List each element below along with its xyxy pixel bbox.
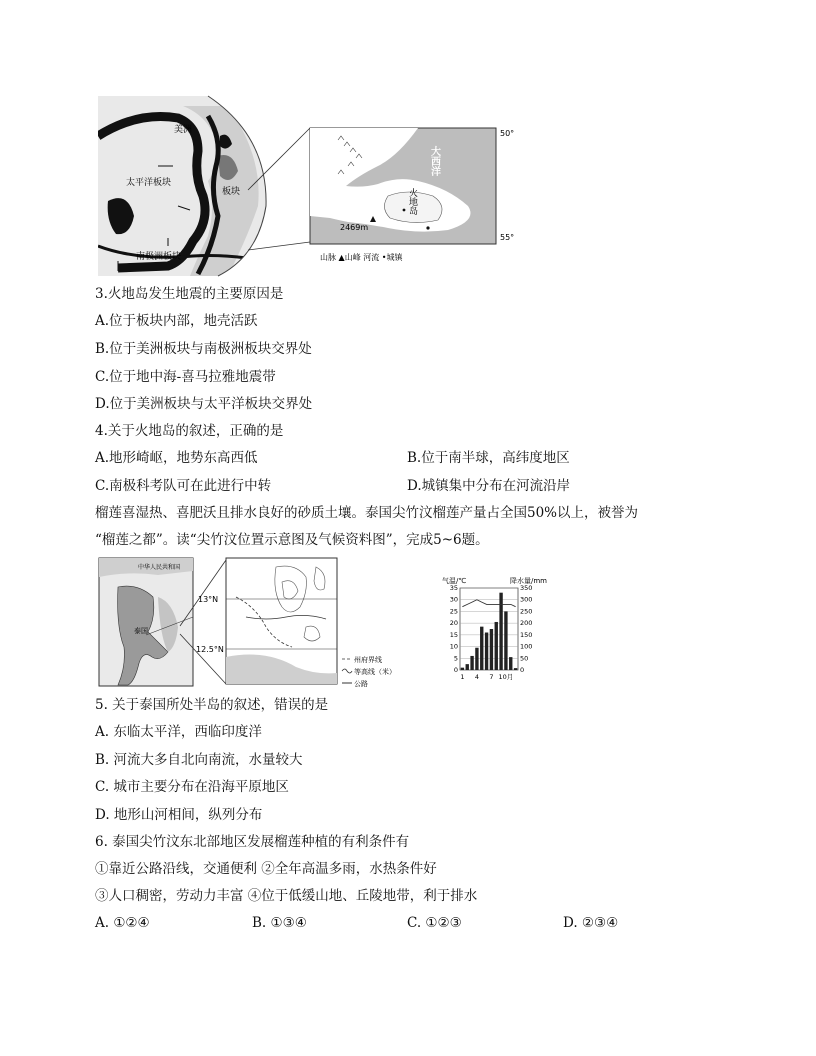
q5-option-c: C. 城市主要分布在沿海平原地区 xyxy=(95,779,289,795)
label-13n: 13°N xyxy=(198,595,219,604)
chart-left-tick: 15 xyxy=(449,630,458,639)
label-america: 美洲 xyxy=(174,125,193,135)
q3-option-d: D.位于美洲板块与太平洋板块交界处 xyxy=(95,396,313,412)
q6-statements-2: ③人口稠密，劳动力丰富 ④位于低缓山地、丘陵地带，利于排水 xyxy=(95,888,478,904)
precip-bar xyxy=(480,627,483,670)
chart-right-tick: 0 xyxy=(520,666,525,674)
q5-option-a: A. 东临太平洋，西临印度洋 xyxy=(95,724,262,740)
label-thailand: 泰国 xyxy=(134,627,148,635)
chart-x-tick: 1 xyxy=(460,673,465,681)
chart-right-tick: 200 xyxy=(520,619,533,628)
chart-left-tick: 20 xyxy=(449,619,458,628)
precip-bar xyxy=(490,629,493,670)
passage-line-1: 榴莲喜湿热、喜肥沃且排水良好的砂质土壤。泰国尖竹汶榴莲产量占全国50%以上，被誉为 xyxy=(95,505,639,521)
q6-option-d: D. ②③④ xyxy=(563,915,619,931)
label-china: 中华人民共和国 xyxy=(138,564,181,571)
label-atlantic-ocean: 大西洋 xyxy=(428,146,440,176)
q4-option-c: C.南极科考队可在此进行中转 xyxy=(95,478,272,494)
precip-bar xyxy=(475,648,478,670)
legend-boundary: 州府界线 xyxy=(354,656,382,664)
legend-contour: 等高线（米） xyxy=(354,668,396,676)
precip-bar xyxy=(504,611,507,670)
chart-right-tick: 250 xyxy=(520,607,533,616)
q5-option-b: B. 河流大多自北向南流，水量较大 xyxy=(95,752,303,768)
chart-x-tick: 10月 xyxy=(498,673,514,681)
chart-left-tick: 10 xyxy=(449,642,458,651)
chart-right-tick: 300 xyxy=(520,595,533,604)
q6-option-a: A. ①②④ xyxy=(95,915,150,931)
q5-stem: 5. 关于泰国所处半岛的叙述，错误的是 xyxy=(95,697,329,713)
chart-left-tick: 25 xyxy=(449,607,458,616)
q4-option-b: B.位于南半球，高纬度地区 xyxy=(407,450,570,466)
label-pacific-plate: 太平洋板块 xyxy=(126,178,172,188)
label-lat-50: 50° xyxy=(500,129,515,138)
chart-left-tick: 0 xyxy=(453,666,458,674)
chart-right-tick: 50 xyxy=(520,654,529,663)
label-pacific-ocean: 太平洋 xyxy=(310,162,322,192)
legend-road: 公路 xyxy=(354,680,368,688)
passage-line-2: “榴莲之都”。读“尖竹汶位置示意图及气候资料图”，完成5~6题。 xyxy=(95,532,489,548)
q6-statements-1: ①靠近公路沿线，交通便利 ②全年高温多雨，水热条件好 xyxy=(95,861,437,877)
inset-legend: 山脉 ▲山峰 河流 •城镇 xyxy=(320,253,403,262)
q6-option-c: C. ①②③ xyxy=(407,915,462,931)
q4-option-d: D.城镇集中分布在河流沿岸 xyxy=(407,478,571,494)
q4-stem: 4.关于火地岛的叙述，正确的是 xyxy=(95,423,284,439)
q6-stem: 6. 泰国尖竹汶东北部地区发展榴莲种植的有利条件有 xyxy=(95,834,410,850)
q3-option-a: A.位于板块内部，地壳活跃 xyxy=(95,313,258,329)
precip-bar xyxy=(466,664,469,670)
precip-bar xyxy=(470,656,473,670)
q4-option-a: A.地形崎岖，地势东高西低 xyxy=(95,450,258,466)
chart-left-tick: 5 xyxy=(453,654,458,663)
chart-left-tick: 35 xyxy=(449,584,458,592)
precip-bar xyxy=(514,668,517,670)
q6-option-b: B. ①③④ xyxy=(252,915,307,931)
q3-option-b: B.位于美洲板块与南极洲板块交界处 xyxy=(95,341,312,357)
chart-x-tick: 4 xyxy=(474,673,479,681)
temperature-line xyxy=(462,600,515,607)
precip-bar xyxy=(485,633,488,670)
climate-chart xyxy=(440,574,560,686)
q3-stem: 3.火地岛发生地震的主要原因是 xyxy=(95,286,284,302)
figure-tierra-del-fuego-inset xyxy=(308,126,518,264)
q3-option-c: C.位于地中海-喜马拉雅地震带 xyxy=(95,369,276,385)
label-tierra-del-fuego: 火地岛 xyxy=(407,188,417,215)
chart-right-tick: 150 xyxy=(520,630,533,639)
chart-right-tick: 100 xyxy=(520,642,533,651)
precip-bar xyxy=(495,622,498,670)
label-peak-height: 2469m xyxy=(340,223,369,232)
q5-option-d: D. 地形山河相间，纵列分布 xyxy=(95,807,263,823)
label-antarctic-plate: 南极洲板块 xyxy=(136,252,182,262)
label-125n: 12.5°N xyxy=(196,645,224,654)
chart-left-tick: 30 xyxy=(449,595,458,604)
chart-right-tick: 350 xyxy=(520,584,533,592)
label-lat-55: 55° xyxy=(500,233,515,242)
precip-bar xyxy=(461,668,464,670)
precip-bar xyxy=(509,657,512,670)
label-plate: 板块 xyxy=(222,187,241,197)
chart-right-axis-label: 降水量/mm xyxy=(510,577,547,585)
chart-left-axis-label: 气温/℃ xyxy=(442,577,467,585)
figure-chanthaburi-map xyxy=(196,557,396,689)
chart-x-tick: 7 xyxy=(489,673,494,681)
